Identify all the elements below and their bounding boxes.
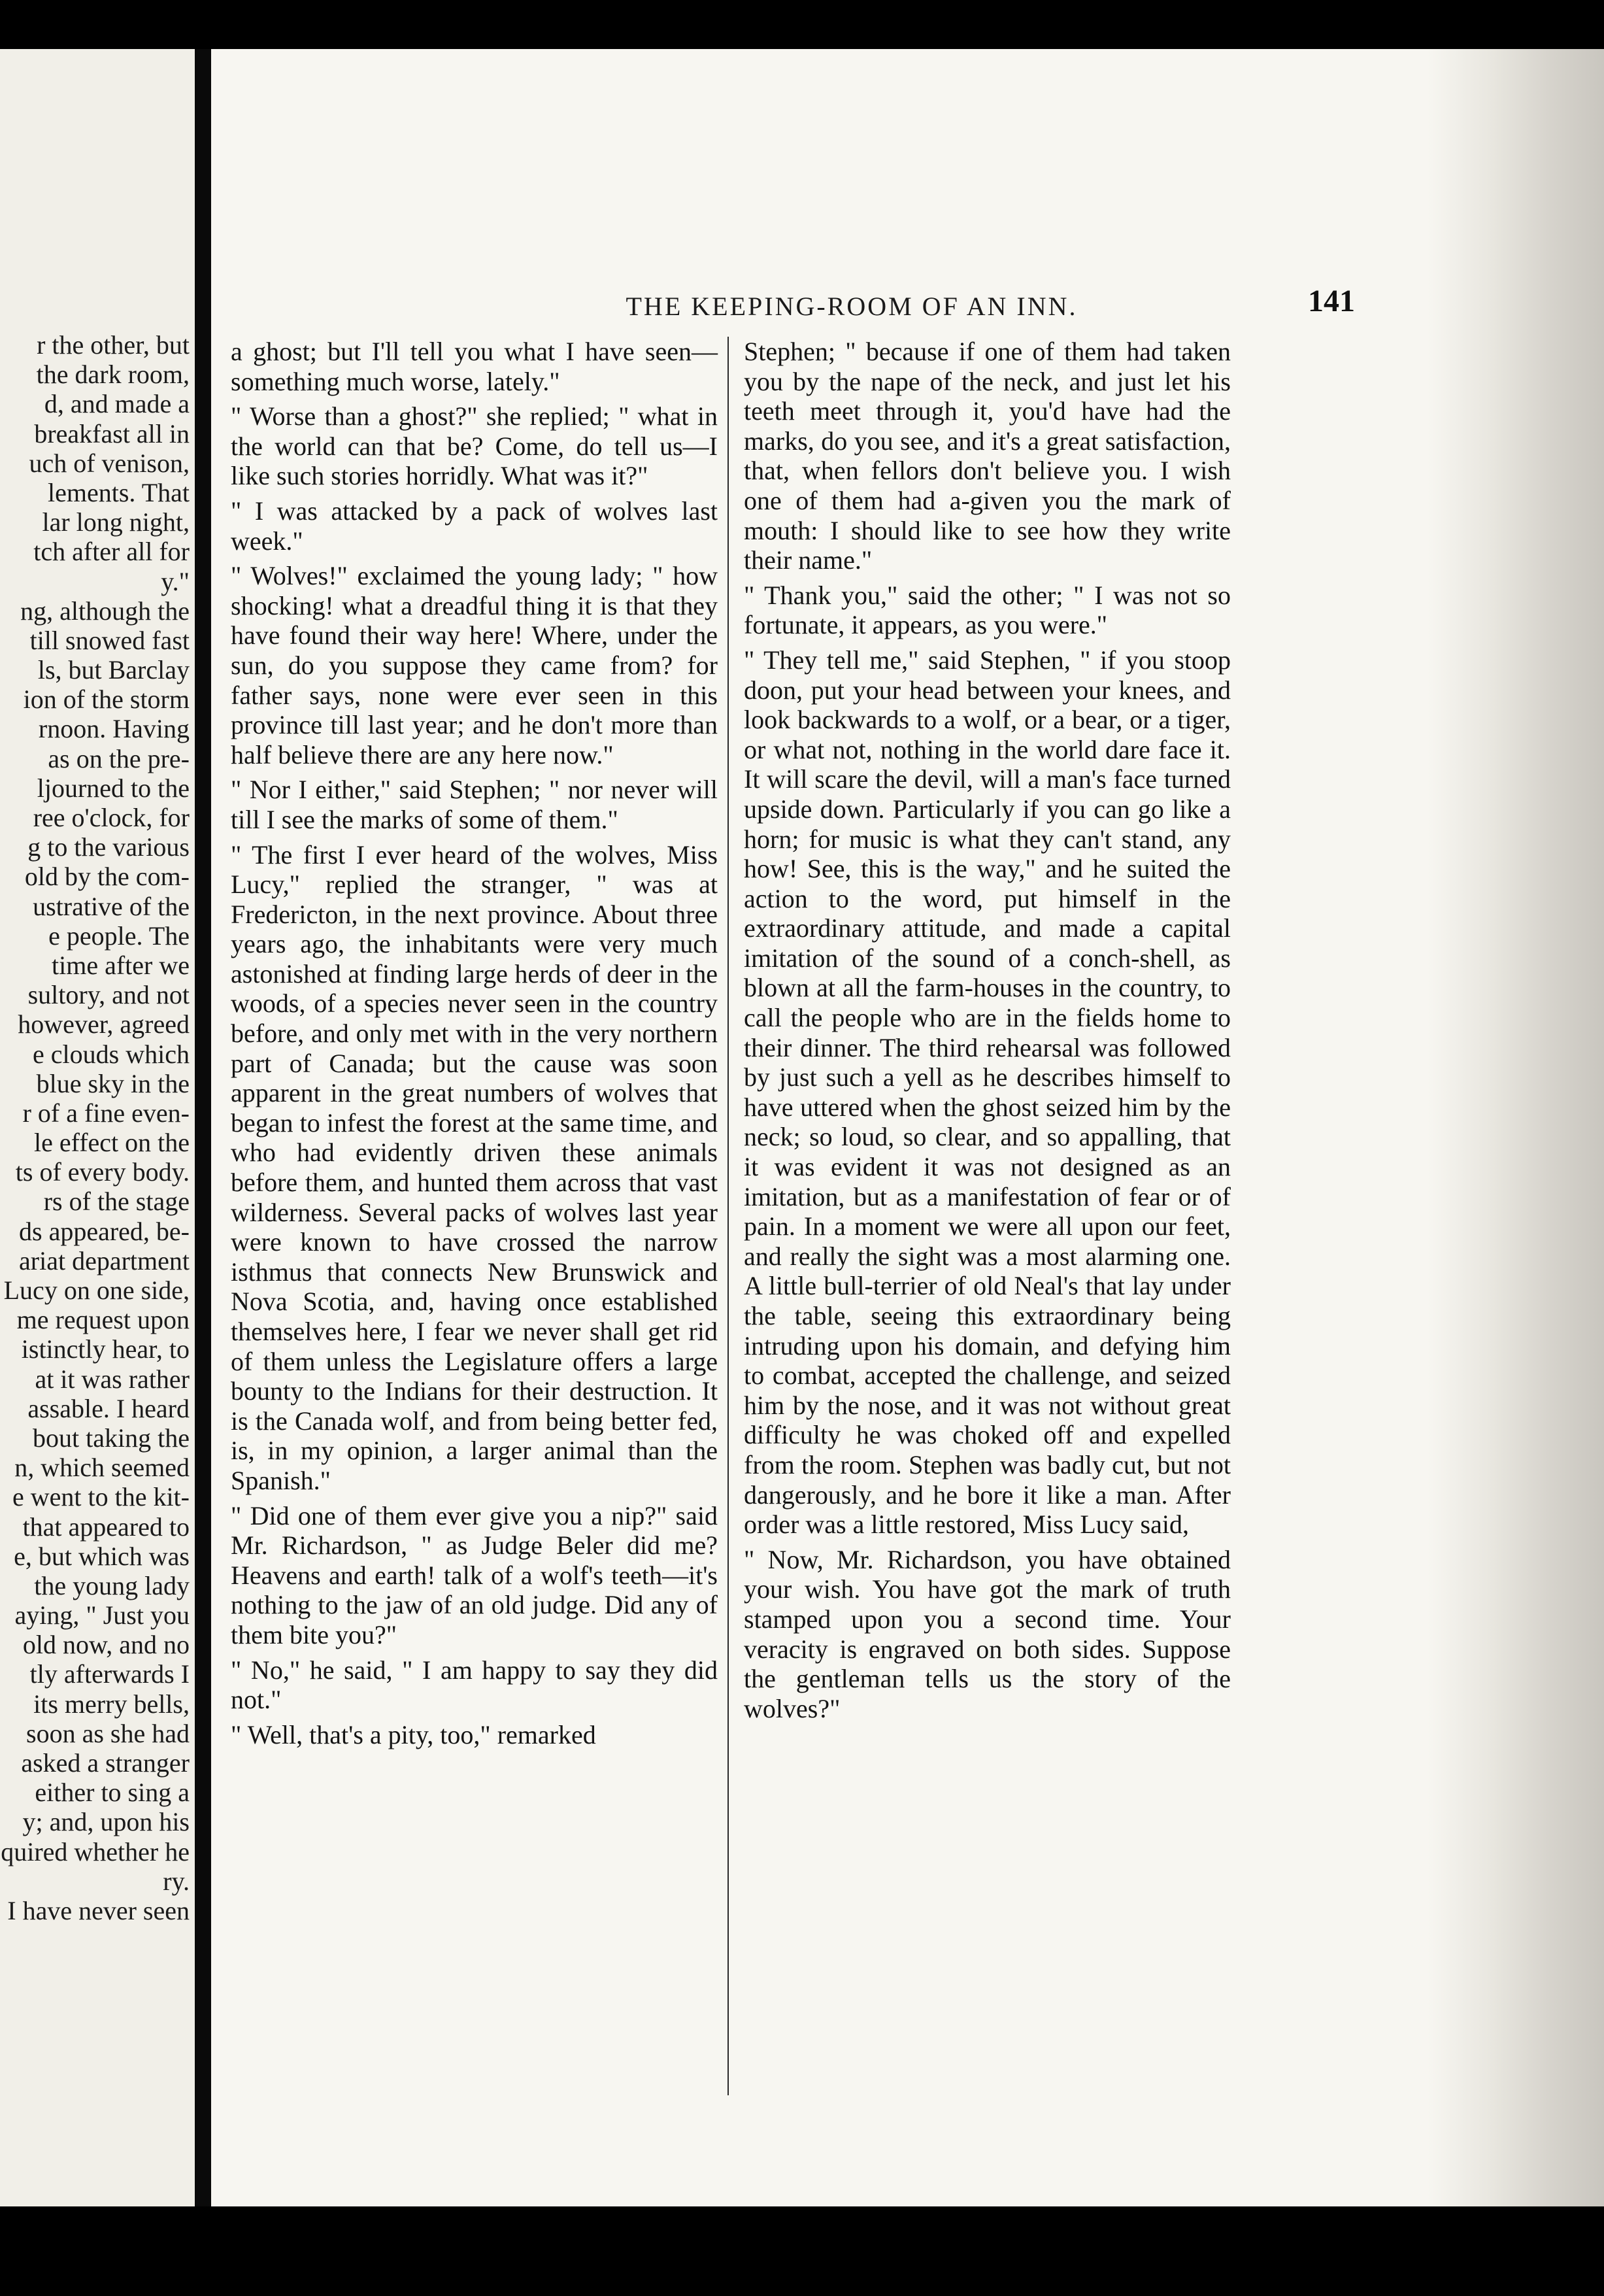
- previous-page-line: time after we: [52, 950, 190, 980]
- previous-page-line: y; and, upon his: [22, 1807, 190, 1837]
- paragraph: " Well, that's a pity, too," remarked: [231, 1719, 596, 1749]
- paragraph: " They tell me," said Stephen, " if you stoop doon, put your head between your knees, and look backwards to a wolf, or a bear, or a tiger, or what not, nothing in the world dare face it. It will scare the devil, will a man's face turned upside down. Particularly if you can go like a horn; for music is what they can't stand, any how! See, this is the way," and he suited the action to the word, put himself in the extraordinary attitude, and made a capital imitation of the sound of a conch-shell, as blown at all the farm-houses in the country, to call the people who are in the fields home to their dinner. The third rehearsal was followed by just such a yell as he describes himself to have uttered when the ghost seized him by the neck; so loud, so clear, and so appalling, that it was evident it was not designed as an imitation, but as a manifestation of fear or of pain. In a moment we were all upon our feet, and really the sight was a most alarming one. A little bull-terrier of old Neal's that lay under the table, seeing this extraordinary being intruding upon his domain, and defying him to combat, accepted the challenge, and seized him by the nose, and it was not without great difficulty he was choked off and expelled from the room. Stephen was badly cut, but not dangerously, and he bore it like a man. After order was a little restored, Miss Lucy said,: [744, 645, 1231, 1540]
- previous-page-line: y.": [161, 566, 190, 596]
- previous-page-line: e went to the kit-: [12, 1482, 190, 1512]
- previous-page-line: blue sky in the: [36, 1068, 190, 1098]
- page-edge-shadow: [1428, 49, 1604, 2206]
- previous-page-line: that appeared to: [22, 1511, 190, 1542]
- previous-page-line: r of a fine even-: [22, 1098, 190, 1128]
- page-number: 141: [1308, 284, 1355, 318]
- previous-page-line: the young lady: [34, 1570, 190, 1600]
- previous-page-line: ds appeared, be-: [19, 1216, 190, 1246]
- previous-page-line: g to the various: [27, 832, 190, 862]
- previous-page-line: ljourned to the: [37, 773, 190, 803]
- paragraph: " Now, Mr. Richardson, you have obtained your wish. You have got the mark of truth stamped upon you a second time. Your veracity is engraved on both sides. Suppose the gentleman tells us the story of the wolves?": [744, 1544, 1231, 1723]
- right-text-column: [744, 337, 1231, 1729]
- previous-page-line: me request upon: [16, 1305, 190, 1335]
- previous-page-line: ng, although the: [20, 596, 190, 626]
- running-head: THE KEEPING-ROOM OF AN INN.: [626, 292, 1078, 321]
- previous-page-line: ls, but Barclay: [37, 655, 190, 685]
- previous-page-line: uch of venison,: [29, 448, 190, 478]
- previous-page-line: tly afterwards I: [29, 1659, 190, 1689]
- previous-page-line: I have never seen: [7, 1895, 190, 1925]
- column-rule: [727, 337, 729, 2095]
- previous-page-line: soon as she had: [26, 1718, 190, 1748]
- previous-page-line: lar long night,: [42, 507, 190, 537]
- paragraph: " Did one of them ever give you a nip?" said Mr. Richardson, " as Judge Beler did me? Heavens and earth! talk of a wolf's teeth—it's nothing to the jaw of an old judge. Did any of them bite you?": [231, 1500, 718, 1649]
- paragraph: " I was attacked by a pack of wolves last week.": [231, 496, 718, 556]
- previous-page-line: either to sing a: [35, 1778, 190, 1808]
- left-text-column: [231, 337, 718, 1755]
- previous-page-line: tch after all for: [33, 537, 190, 567]
- previous-page-line: its merry bells,: [33, 1689, 190, 1719]
- previous-page-line: aying, " Just you: [14, 1600, 190, 1630]
- previous-page-line: e, but which was: [14, 1541, 190, 1571]
- previous-page-line: ry.: [163, 1866, 190, 1896]
- previous-page-line: ion of the storm: [23, 684, 190, 715]
- previous-page-line: n, which seemed: [14, 1453, 190, 1483]
- previous-page-line: rnoon. Having: [38, 714, 190, 744]
- previous-page-line: bout taking the: [33, 1423, 190, 1453]
- previous-page-line: breakfast all in: [34, 418, 190, 448]
- previous-page-line: sultory, and not: [27, 980, 190, 1010]
- previous-page-line: Lucy on one side,: [3, 1275, 190, 1305]
- previous-page-line: however, agreed: [18, 1009, 190, 1039]
- previous-page-line: ariat department: [19, 1245, 190, 1275]
- paragraph: " Nor I either," said Stephen; " nor never will till I see the marks of some of them.": [231, 775, 718, 834]
- previous-page-line: asked a stranger: [21, 1748, 190, 1778]
- paragraph: " The first I ever heard of the wolves, Miss Lucy," replied the stranger, " was at Fredericton, in the next province. About three years ago, the inhabitants were very much astonished at finding large herds of deer in the woods, of a species never seen in the country before, and only met with in the very northern part of Canada; but the cause was soon apparent in the great numbers of wolves that began to infest the forest at the same time, and who had evidently driven these animals before them, and hunted them across that vast wilderness. Several packs of wolves last year were known to have crossed the narrow isthmus that connects New Brunswick and Nova Scotia, and, having once established themselves here, I fear we never shall get rid of them unless the Legislature offers a large bounty to the Indians for their destruction. It is the Canada wolf, and from being better fed, is, in my opinion, a larger animal than the Spanish.": [231, 839, 718, 1495]
- previous-page-line: lements. That: [48, 477, 190, 507]
- previous-page-line: as on the pre-: [48, 743, 190, 773]
- previous-page-line: e clouds which: [33, 1039, 190, 1069]
- paragraph: " Thank you," said the other; " I was not so fortunate, it appears, as you were.": [744, 580, 1231, 640]
- previous-page-line: the dark room,: [36, 360, 190, 390]
- previous-page-line: old by the com-: [24, 862, 190, 892]
- previous-page-line: ree o'clock, for: [33, 803, 190, 832]
- paragraph: " Worse than a ghost?" she replied; " what in the world can that be? Come, do tell us—I like such stories horridly. What was it?": [231, 401, 718, 491]
- book-gutter: [195, 49, 211, 2206]
- paragraph: Stephen; " because if one of them had taken you by the nape of the neck, and just let his teeth meet through it, you'd have had the marks, do you see, and it's a great satisfaction, that, when fellors don't believe you. I wish one of them had a-given you the mark of mouth: I should like to see how they write their name.": [744, 337, 1231, 575]
- previous-page-line: till snowed fast: [29, 625, 190, 655]
- paragraph: " No," he said, " I am happy to say they did not.": [231, 1655, 718, 1715]
- previous-page-line: at it was rather: [35, 1364, 190, 1394]
- previous-page-line: r the other, but: [37, 330, 190, 360]
- previous-page-line: quired whether he: [1, 1836, 190, 1866]
- previous-page-line: assable. I heard: [27, 1393, 190, 1423]
- scan-border-bottom: [0, 2250, 1604, 2296]
- previous-page-fragment: [0, 49, 195, 2206]
- previous-page-lines: [0, 330, 190, 1925]
- paragraph: a ghost; but I'll tell you what I have seen—something much worse, lately.": [231, 337, 718, 396]
- previous-page-line: ustrative of the: [33, 891, 190, 921]
- previous-page-line: rs of the stage: [43, 1187, 190, 1217]
- previous-page-line: d, and made a: [44, 389, 190, 419]
- scan-border-top: [0, 0, 1604, 49]
- paragraph: " Wolves!" exclaimed the young lady; " how shocking! what a dreadful thing it is that they have found their way here! Where, under the sun, do you suppose they came from? for father says, none were ever seen in this province till last year; and he don't more than half believe there are any here now.": [231, 561, 718, 769]
- previous-page-line: e people. The: [48, 920, 190, 951]
- previous-page-line: le effect on the: [33, 1128, 190, 1158]
- book-page: [211, 49, 1604, 2206]
- previous-page-line: old now, and no: [22, 1630, 190, 1660]
- previous-page-line: ts of every body.: [15, 1157, 190, 1187]
- previous-page-line: istinctly hear, to: [21, 1334, 190, 1364]
